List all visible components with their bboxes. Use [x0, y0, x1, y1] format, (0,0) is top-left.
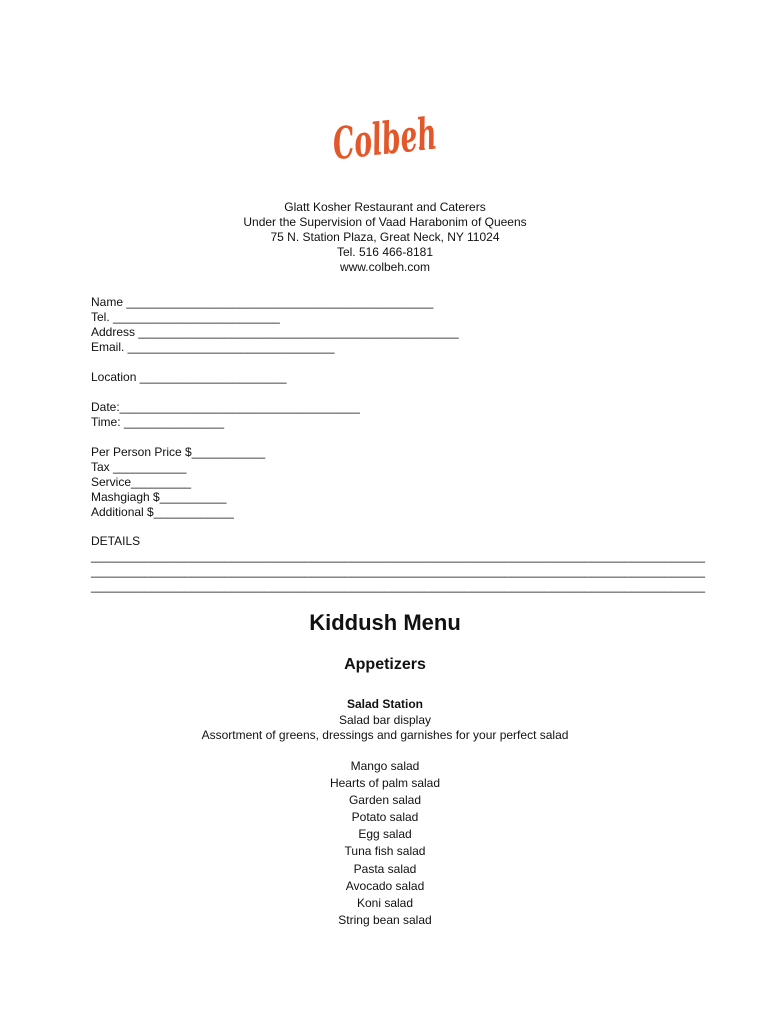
- tax-field[interactable]: Tax ___________: [91, 460, 187, 474]
- colbeh-logo: [328, 92, 507, 171]
- details-section: [91, 534, 705, 594]
- station-description: Assortment of greens, dressings and garnishes for your perfect salad: [201, 728, 569, 742]
- date-field[interactable]: Date:____________________________________: [91, 400, 360, 414]
- per-person-price-field[interactable]: Per Person Price $___________: [91, 445, 266, 459]
- restaurant-header: [0, 200, 770, 275]
- menu-section-title: Appetizers: [344, 656, 426, 673]
- menu-items-list: [0, 758, 770, 929]
- colbeh-logo-text: Colbeh: [330, 101, 507, 171]
- tel-field[interactable]: Tel. _________________________: [91, 310, 280, 324]
- details-line-1[interactable]: ____________________________________________________________________________________________: [91, 549, 705, 563]
- colbeh-logo-wordmark: [328, 92, 507, 171]
- name-field[interactable]: Name ______________________________________________: [91, 295, 434, 309]
- order-form: [91, 295, 459, 520]
- restaurant-tagline: Glatt Kosher Restaurant and Caterers: [284, 200, 486, 214]
- salad-station: [0, 697, 770, 744]
- station-title: Salad Station: [346, 697, 423, 711]
- details-label: DETAILS: [91, 534, 141, 548]
- list-item: Tuna fish salad: [344, 844, 426, 859]
- list-item: Garden salad: [348, 793, 422, 808]
- details-line-3[interactable]: ____________________________________________________________________________________________: [91, 579, 705, 593]
- list-item: Potato salad: [351, 810, 419, 825]
- list-item: Avocado salad: [345, 878, 425, 893]
- list-item: Mango salad: [350, 759, 420, 773]
- email-field[interactable]: Email. _______________________________: [91, 340, 335, 354]
- list-item: Koni salad: [356, 895, 414, 910]
- time-field[interactable]: Time: _______________: [91, 415, 224, 429]
- address-line: 75 N. Station Plaza, Great Neck, NY 11024: [270, 230, 500, 244]
- location-field[interactable]: Location ______________________: [91, 370, 287, 384]
- mashgiagh-field[interactable]: Mashgiagh $__________: [91, 490, 227, 504]
- menu-title: Kiddush Menu: [309, 610, 461, 635]
- list-item: Pasta salad: [353, 861, 417, 876]
- list-item: Hearts of palm salad: [329, 776, 441, 791]
- supervision-line: Under the Supervision of Vaad Harabonim of Queens: [243, 215, 527, 229]
- phone-line: Tel. 516 466-8181: [336, 245, 434, 259]
- address-field[interactable]: Address ________________________________________________: [91, 325, 459, 339]
- website-line[interactable]: www.colbeh.com: [339, 260, 431, 274]
- list-item: String bean salad: [338, 912, 432, 927]
- station-subtitle: Salad bar display: [338, 712, 432, 727]
- list-item: Egg salad: [358, 827, 412, 842]
- details-line-2[interactable]: ____________________________________________________________________________________________: [91, 564, 705, 578]
- service-field[interactable]: Service_________: [91, 475, 192, 489]
- additional-field[interactable]: Additional $____________: [91, 505, 234, 519]
